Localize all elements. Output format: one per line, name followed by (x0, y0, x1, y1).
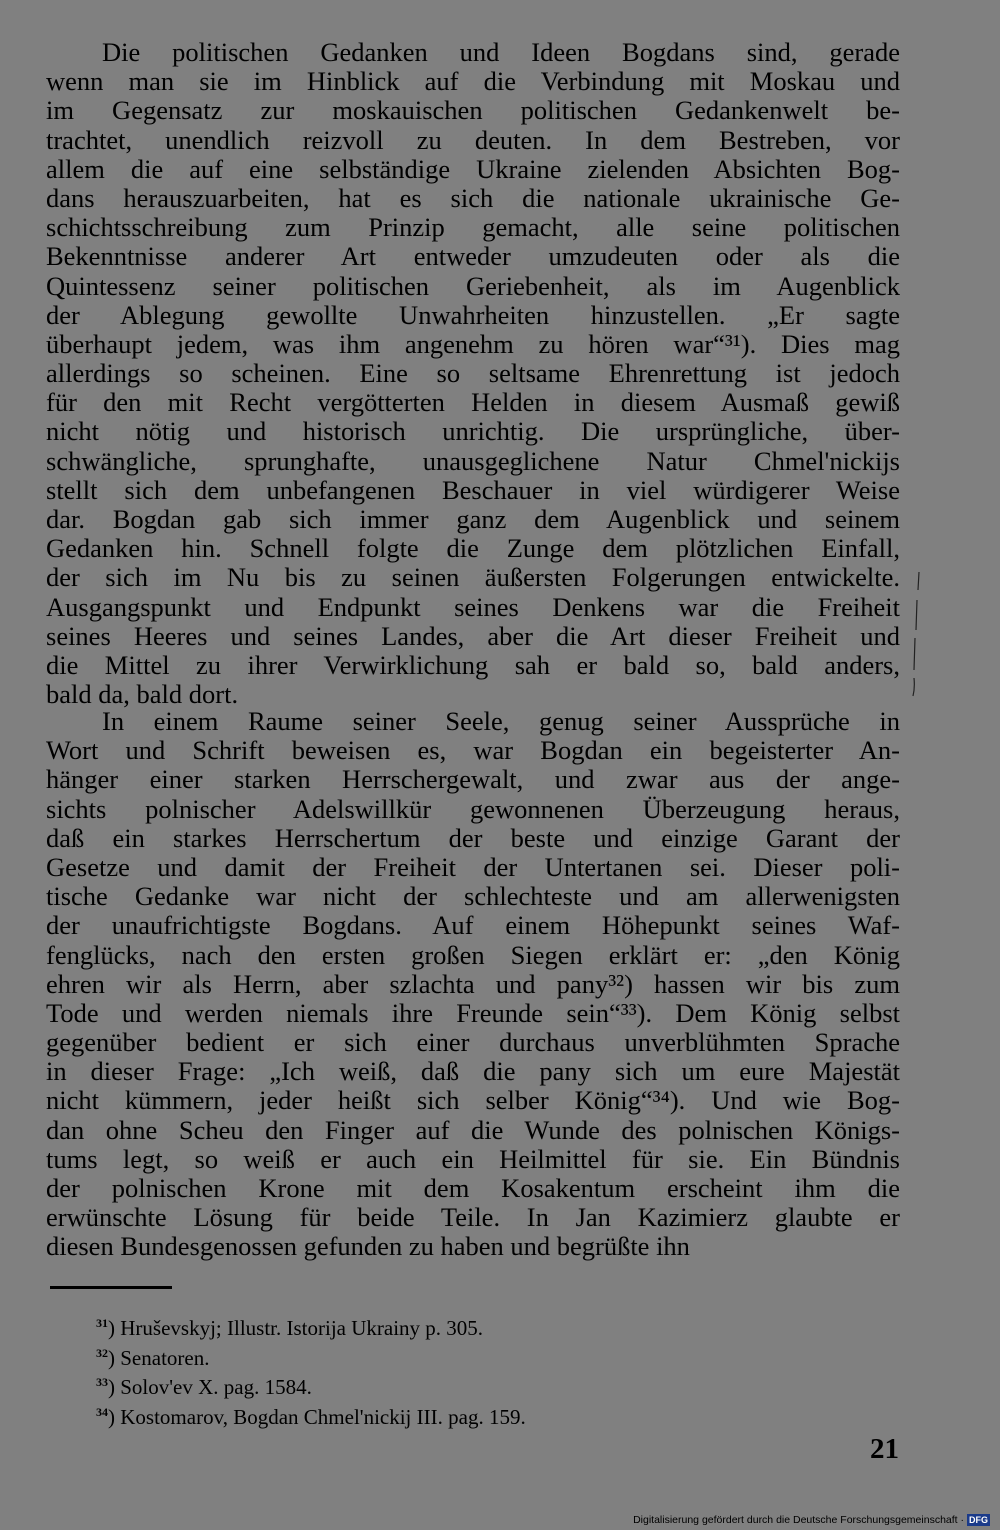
text-line: die Mittel zu ihrer Verwirklichung sah er bald so, bald anders, (46, 649, 900, 680)
text-line: Wort und Schrift beweisen es, war Bogdan ein begeisterter An- (46, 735, 900, 766)
text-line: daß ein starkes Herrschertum der beste und einzige Garant der (46, 822, 900, 853)
page-number: 21 (870, 1433, 899, 1465)
text-line: in dieser Frage: „Ich weiß, daß die pany sich um eure Majestät (46, 1056, 900, 1087)
footnote: $^{31}$) Hruševskyj; Illustr. Istorija Ukrainy p. 305. (96, 1316, 484, 1340)
text-line: schichtsschreibung zum Prinzip gemacht, alle seine politischen (46, 212, 900, 243)
text-line: nicht kümmern, jeder heißt sich selber König“³⁴). Und wie Bog- (46, 1085, 900, 1116)
text-line: stellt sich dem unbefangenen Beschauer in viel würdigerer Weise (46, 474, 900, 505)
text-line: dan ohne Scheu den Finger auf die Wunde des polnischen Königs- (46, 1114, 900, 1145)
text-line: überhaupt jedem, was ihm angenehm zu hören war“³¹). Dies mag (46, 328, 900, 359)
text-line: im Gegensatz zur moskauischen politischen Gedankenwelt be- (46, 95, 900, 126)
text-line: der unaufrichtigste Bogdans. Auf einem Höhepunkt seines Waf- (46, 910, 900, 941)
text-line: hänger einer starken Herrschergewalt, und zwar aus der ange- (46, 764, 900, 795)
text-line: Quintessenz seiner politischen Geriebenheit, als im Augenblick (46, 270, 900, 301)
text-line: ehren wir als Herrn, aber szlachta und pany³²) hassen wir bis zum (46, 968, 900, 999)
text-line: dans herauszuarbeiten, hat es sich die nationale ukrainische Ge- (46, 182, 900, 213)
text-line: In einem Raume seiner Seele, genug seiner Aussprüche in (102, 706, 900, 736)
text-line: tums legt, so weiß er auch ein Heilmittel für sie. Ein Bündnis (46, 1143, 900, 1174)
text-line: allerdings so scheinen. Eine so seltsame Ehrenrettung ist jedoch (46, 358, 900, 389)
text-line: seines Heeres und seines Landes, aber die Art dieser Freiheit und (46, 620, 900, 651)
text-line: tische Gedanke war nicht der schlechteste und am allerwenigsten (46, 881, 900, 912)
credit-text: Digitalisierung gefördert durch die Deutsche Forschungsgemeinschaft · (633, 1514, 964, 1526)
text-line: Die politischen Gedanken und Ideen Bogdans sind, gerade (102, 37, 900, 67)
footnotes (96, 1311, 796, 1429)
text-line: nicht nötig und historisch unrichtig. Die ursprüngliche, über- (46, 416, 900, 447)
text-line: der polnischen Krone mit dem Kosakentum erscheint ihm die (46, 1173, 900, 1203)
text-line: Ausgangspunkt und Endpunkt seines Denkens war die Freiheit (46, 591, 900, 622)
footnote-rule (50, 1286, 172, 1289)
footnote: $^{34}$) Kostomarov, Bogdan Chmel'nickij III. pag. 159. (96, 1404, 526, 1429)
text-line: erwünschte Lösung für beide Teile. In Jan Kazimierz glaubte er (46, 1202, 900, 1233)
footnote: $^{32}$) Senatoren. (96, 1345, 210, 1370)
text-line: schwängliche, sprunghafte, unausgeglichene Natur Chmel'nickijs (46, 445, 900, 476)
text-line: allem die auf eine selbständige Ukraine zielenden Absichten Bog- (46, 153, 900, 184)
digitization-credit (633, 1514, 990, 1526)
text-line: dar. Bogdan gab sich immer ganz dem Augenblick und seinem (46, 504, 900, 534)
text-line: trachtet, unendlich reizvoll zu deuten. In dem Bestreben, vor (46, 124, 900, 155)
text-line: Gesetze und damit der Freiheit der Untertanen sei. Dieser poli- (46, 851, 900, 882)
text-line: der sich im Nu bis zu seinen äußersten Folgerungen entwickelte. (46, 562, 900, 593)
text-line: Tode und werden niemals ihre Freunde sein“³³). Dem König selbst (46, 997, 900, 1028)
text-line: Gedanken hin. Schnell folgte die Zunge dem plötzlichen Einfall, (46, 533, 900, 564)
text-line: der Ablegung gewollte Unwahrheiten hinzustellen. „Er sagte (46, 299, 900, 330)
text-line: fenglücks, nach den ersten großen Siegen erklärt er: „den König (46, 939, 900, 970)
paragraph-2 (46, 707, 900, 1262)
footnote: $^{33}$) Solov'ev X. pag. 1584. (96, 1375, 312, 1399)
text-line: bald da, bald dort. (46, 679, 239, 710)
text-line: sichts polnischer Adelswillkür gewonnenen Überzeugung heraus, (46, 793, 900, 824)
margin-pencil-mark (905, 570, 925, 700)
dfg-logo: DFG (969, 1515, 988, 1526)
text-line: gegenüber bedient er sich einer durchaus unverblühmten Sprache (46, 1027, 900, 1058)
text-line: Bekenntnisse anderer Art entweder umzudeuten oder als die (46, 241, 900, 272)
text-line: wenn man sie im Hinblick auf die Verbindung mit Moskau und (46, 66, 900, 97)
text-line: für den mit Recht vergötterten Helden in diesem Ausmaß gewiß (46, 387, 900, 418)
text-line: diesen Bundesgenossen gefunden zu haben und begrüßte ihn (46, 1231, 690, 1262)
paragraph-1 (46, 38, 900, 709)
